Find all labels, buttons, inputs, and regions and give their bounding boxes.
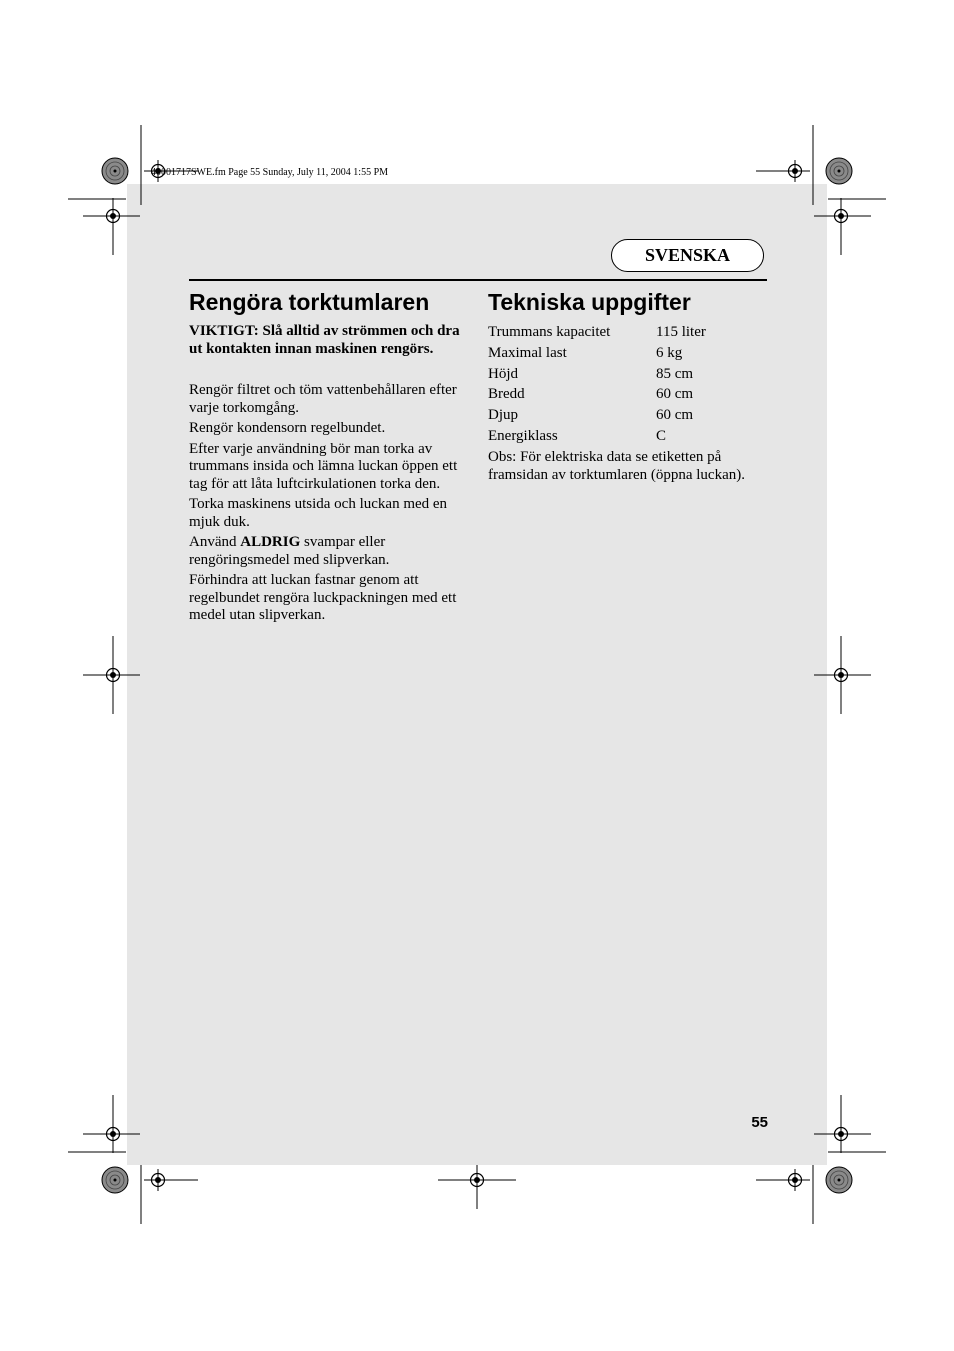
spec-label: Bredd (488, 386, 525, 403)
spec-value: 115 liter (656, 324, 706, 340)
spec-value: 6 kg (656, 344, 683, 361)
cleaning-paragraph: Torka maskinens utsida och luckan med en mjuk duk. (189, 496, 448, 530)
spec-label: Höjd (488, 365, 518, 382)
spec-label: Energiklass (488, 427, 558, 444)
cleaning-title: Rengöra torktumlaren (189, 289, 430, 315)
aldrig-paragraph: Använd ALDRIG svampar eller rengöringsmedel med slipverkan. (189, 534, 390, 568)
header-rule (189, 279, 767, 281)
cleaning-paragraph: Efter varje användning bör man torka av trummans insida och lämna luckan öppen ett tag för att låta luftcirkulationen torka den. (189, 440, 458, 492)
electrical-note: Obs: För elektriska data se etiketten på framsidan av torktumlaren (öppna luckan). (488, 448, 745, 483)
cleaning-section (189, 287, 464, 625)
spec-value: 60 cm (656, 407, 694, 424)
technical-data-section (488, 287, 770, 484)
cleaning-paragraph: Rengör kondensorn regelbundet. (189, 420, 386, 436)
page-number: 55 (751, 1114, 768, 1131)
spec-label: Maximal last (488, 344, 567, 361)
cleaning-paragraph: Rengör filtret och töm vattenbehållaren efter varje torkomgång. (189, 382, 457, 416)
spec-value: 85 cm (656, 365, 694, 382)
file-info-header: 40001717SWE.fm Page 55 Sunday, July 11, 2004 1:55 PM (151, 167, 389, 178)
spec-row (488, 405, 770, 426)
spec-row (488, 384, 770, 405)
cleaning-paragraph: Förhindra att luckan fastnar genom att regelbundet rengöra luckpackningen med ett medel utan slipverkan. (189, 572, 457, 623)
registration-sun-icon (826, 1167, 852, 1193)
registration-sun-icon (102, 158, 128, 184)
spec-value: 60 cm (656, 386, 694, 403)
safety-warning: VIKTIGT: Slå alltid av strömmen och dra ut kontakten innan maskinen rengörs. (189, 323, 460, 357)
spec-row (488, 364, 770, 385)
spec-row (488, 426, 770, 447)
language-tab: SVENSKA (611, 239, 764, 272)
spec-label: Djup (488, 407, 518, 424)
spec-row (488, 322, 770, 343)
spec-row (488, 343, 770, 364)
technical-data-title: Tekniska uppgifter (488, 289, 691, 315)
spec-value: C (656, 427, 667, 444)
spec-table (488, 322, 770, 447)
registration-sun-icon (102, 1167, 128, 1193)
registration-sun-icon (826, 158, 852, 184)
spec-label: Trummans kapacitet (488, 324, 611, 340)
